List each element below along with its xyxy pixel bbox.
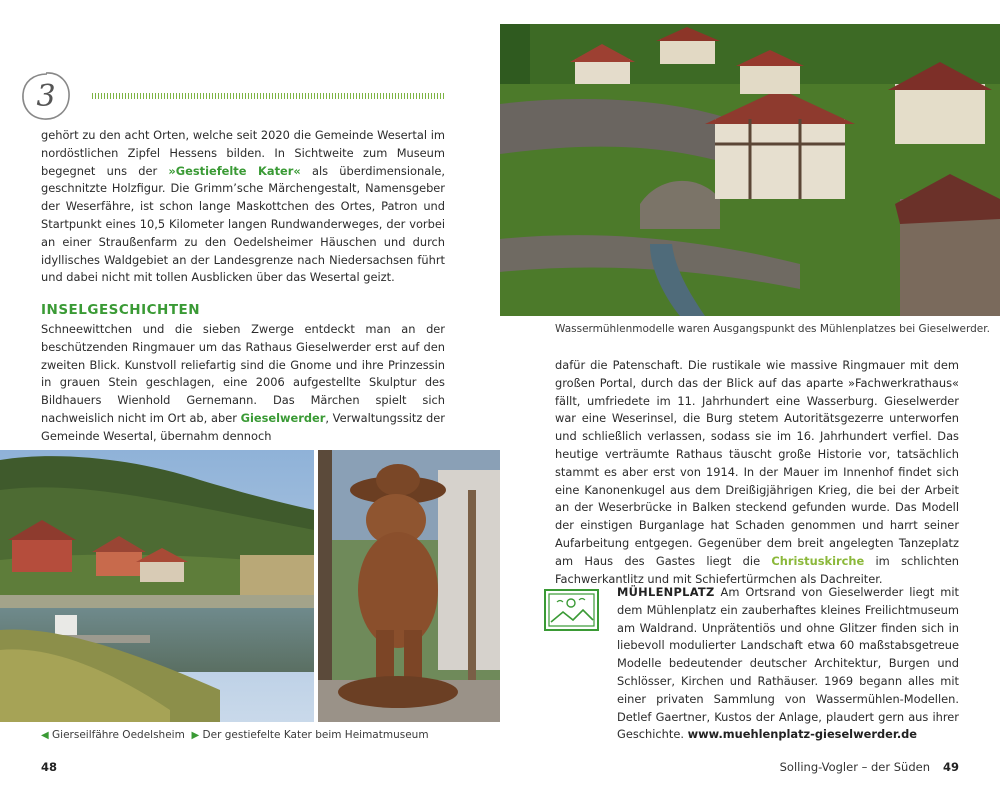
muehlenplatz-infobox: [617, 584, 959, 744]
section-heading: INSELGESCHICHTEN: [41, 302, 201, 318]
intro-segment: als überdimensionale, geschnitzte Holzfigur. Die Grimm’sche Märchengestalt, Namensgeber der Weserfähre, ist schon lange Maskottchen des Ortes, Patron und Startpunkt eines 10,5 Kilometer langen Rundwanderweges, der vorbei an einer Straußenfarm zu den Oedelsheimer Häuschen und durch idyllisches Waldgebiet an der Landesgrenze nach Niedersachsen führt und dabei nicht mit tollen Ausblicken über das Wesertal geizt.: [41, 163, 445, 285]
section-segment: Schneewittchen und die sieben Zwerge entdeckt man an der beschützenden Ringmauer um das Rathaus Gieselwerder erst auf den zweiten Blick. Kunstvoll reliefartig sind die Gnome und ihre Prinzessin in grauen Stein geschlagen, eine 2006 aufgestellte Skulptur des Bildhauers Wienhold Gernemann. Das Märchen spielt sich nachweislich nicht im Ort ab, aber: [41, 322, 445, 425]
caption-ferry: Gierseilfähre Oedelsheim: [52, 729, 185, 741]
page-number-right: 49: [942, 760, 959, 774]
dotted-rule: [92, 93, 444, 99]
infobox-text: Am Ortsrand von Gieselwerder liegt mit dem Mühlenplatz ein zauberhaftes kleines Freilichtmuseum am Waldrand. Unprätentiös und ohne Glitzer finden sich in liebevoll modulierter Landschaft etwa 60 maßstabsgetreue Modelle bedeutender deutscher Architektur, Burgen und Schlösser, Kirchen und Rathäuser. 1969 begann alles mit einer privaten Sammlung von Wassermühlen-Modellen. Detlef Gaertner, Kustos der Anlage, plaudert gern aus ihrer Geschichte.: [617, 585, 959, 742]
intro-paragraph: [41, 127, 445, 287]
section-segment: , Verwaltungssitz der Gemeinde Wesertal, übernahm dennoch: [41, 410, 445, 443]
intro-segment: gehört zu den acht Orten, welche seit 2020 die Gemeinde Wesertal im nordöstlichen Zipfel Hessens bilden. In Sichtweite zum Museum begegnet uns der: [41, 128, 445, 178]
chapter-marker: [20, 70, 72, 122]
chapter-number: 3: [36, 78, 56, 114]
highlighted-place-name: Gieselwerder: [240, 410, 326, 425]
continued-paragraph: [555, 357, 959, 588]
continued-segment: im schlichten Fachwerkantlitz und mit Schiefertürmchen als Dachreiter.: [555, 553, 959, 586]
carved-cat-photo: [318, 450, 500, 722]
highlighted-place-name: »Gestiefelte Kater«: [168, 163, 301, 178]
website-link[interactable]: www.muehlenplatz-gieselwerder.de: [687, 727, 918, 742]
landscape-picture-icon: [543, 588, 600, 632]
mill-model-photo: [500, 24, 1000, 316]
running-head: Solling-Vogler – der Süden: [779, 760, 930, 774]
triangle-left-icon: ◀: [41, 730, 49, 741]
caption-cat: Der gestiefelte Kater beim Heimatmuseum: [202, 729, 429, 741]
photo-caption-right: Wassermühlenmodelle waren Ausgangspunkt des Mühlenplatzes bei Gieselwerder.: [555, 323, 990, 335]
highlighted-place-name: Christuskirche: [771, 553, 865, 568]
section-paragraph: [41, 321, 445, 446]
right-page: [500, 0, 1000, 800]
infobox-lead: MÜHLENPLATZ: [617, 585, 715, 599]
ferry-photo: [0, 450, 314, 722]
page-number-left: 48: [41, 760, 58, 774]
continued-segment: dafür die Patenschaft. Die rustikale wie massive Ringmauer mit dem großen Portal, durch das der Blick auf das aparte »Fachwerkrathaus« fällt, umfriedete im 11. Jahrhundert eine Wasserburg. Gieselwerder war eine Weserinsel, die Burg stetem Autoritätsgezerre unterworfen und schließlich verlassen, sodass sie im 16. Jahrhundert verfiel. Das heutige verträumte Rathaus täuscht große Historie vor, tatsächlich stammt es aber erst von 1914. In der Mauer im Innenhof findet sich eine Kanonenkugel aus dem Dreißigjährigen Krieg, die bei der Arbeit an der Weserbrücke in Balken steckend gefunden wurde. Das Modell der einstigen Burganlage hat Schaden genommen und harrt seiner Aufarbeitung entgegen. Gegenüber dem breit angelegten Tanzeplatz am Haus des Gastes liegt die: [555, 358, 959, 568]
photo-captions: [41, 729, 429, 741]
triangle-right-icon: ▶: [191, 730, 200, 741]
